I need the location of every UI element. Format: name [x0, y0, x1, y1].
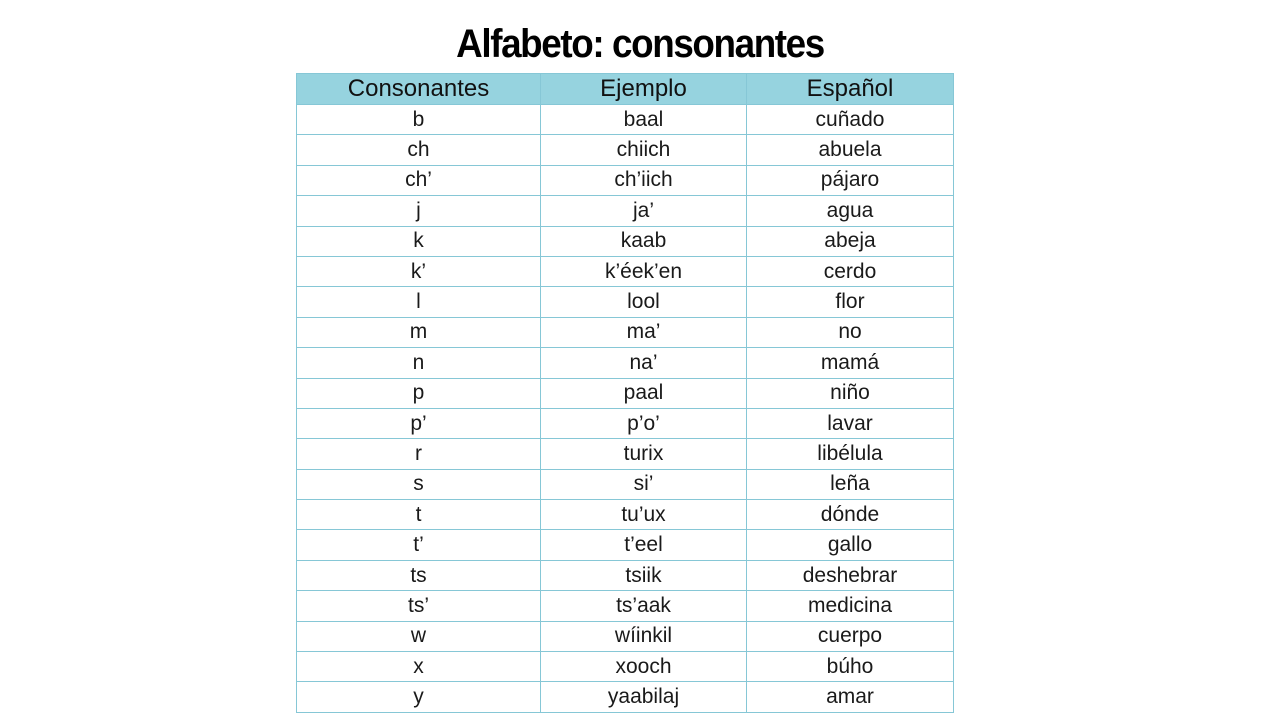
table-row: [297, 408, 954, 438]
table-row: [297, 621, 954, 651]
table-row: [297, 105, 954, 135]
consonant-cell: p: [297, 378, 541, 408]
spanish-cell: abeja: [747, 226, 954, 256]
table-row: [297, 439, 954, 469]
spanish-cell: niño: [747, 378, 954, 408]
example-cell: turix: [541, 439, 747, 469]
spanish-cell: dónde: [747, 500, 954, 530]
example-cell: ts’aak: [541, 591, 747, 621]
spanish-cell: no: [747, 317, 954, 347]
consonant-cell: ch’: [297, 165, 541, 195]
table-row: [297, 530, 954, 560]
table-header-row: [297, 74, 954, 105]
spanish-cell: abuela: [747, 135, 954, 165]
spanish-cell: gallo: [747, 530, 954, 560]
table-row: [297, 287, 954, 317]
spanish-cell: libélula: [747, 439, 954, 469]
table-row: [297, 652, 954, 682]
table-row: [297, 317, 954, 347]
spanish-cell: deshebrar: [747, 560, 954, 590]
spanish-cell: medicina: [747, 591, 954, 621]
consonant-cell: p’: [297, 408, 541, 438]
consonant-cell: ts’: [297, 591, 541, 621]
example-cell: yaabilaj: [541, 682, 747, 712]
example-cell: baal: [541, 105, 747, 135]
header-espanol: Español: [747, 74, 954, 105]
spanish-cell: amar: [747, 682, 954, 712]
consonant-cell: b: [297, 105, 541, 135]
table-row: [297, 196, 954, 226]
example-cell: wíinkil: [541, 621, 747, 651]
consonant-cell: ch: [297, 135, 541, 165]
table-row: [297, 348, 954, 378]
header-ejemplo: Ejemplo: [541, 74, 747, 105]
consonant-cell: m: [297, 317, 541, 347]
example-cell: tu’ux: [541, 500, 747, 530]
spanish-cell: agua: [747, 196, 954, 226]
consonant-cell: k: [297, 226, 541, 256]
consonant-cell: y: [297, 682, 541, 712]
spanish-cell: búho: [747, 652, 954, 682]
example-cell: na’: [541, 348, 747, 378]
example-cell: kaab: [541, 226, 747, 256]
table-row: [297, 500, 954, 530]
consonant-cell: k’: [297, 256, 541, 286]
table-row: [297, 226, 954, 256]
slide-title: Alfabeto: consonantes: [456, 22, 824, 66]
example-cell: ch’iich: [541, 165, 747, 195]
consonant-cell: t: [297, 500, 541, 530]
consonant-cell: l: [297, 287, 541, 317]
example-cell: paal: [541, 378, 747, 408]
example-cell: si’: [541, 469, 747, 499]
consonant-cell: s: [297, 469, 541, 499]
spanish-cell: pájaro: [747, 165, 954, 195]
example-cell: chiich: [541, 135, 747, 165]
consonant-cell: ts: [297, 560, 541, 590]
example-cell: k’éek’en: [541, 256, 747, 286]
table-row: [297, 560, 954, 590]
table-row: [297, 682, 954, 712]
consonant-cell: w: [297, 621, 541, 651]
example-cell: tsiik: [541, 560, 747, 590]
spanish-cell: leña: [747, 469, 954, 499]
consonant-cell: x: [297, 652, 541, 682]
consonant-cell: n: [297, 348, 541, 378]
consonant-cell: r: [297, 439, 541, 469]
example-cell: ja’: [541, 196, 747, 226]
example-cell: ma’: [541, 317, 747, 347]
spanish-cell: lavar: [747, 408, 954, 438]
spanish-cell: mamá: [747, 348, 954, 378]
table-row: [297, 135, 954, 165]
consonants-table: [296, 73, 954, 713]
table-row: [297, 469, 954, 499]
spanish-cell: flor: [747, 287, 954, 317]
example-cell: xooch: [541, 652, 747, 682]
header-consonantes: Consonantes: [297, 74, 541, 105]
spanish-cell: cuerpo: [747, 621, 954, 651]
consonant-cell: t’: [297, 530, 541, 560]
table-row: [297, 591, 954, 621]
spanish-cell: cerdo: [747, 256, 954, 286]
table-row: [297, 165, 954, 195]
example-cell: lool: [541, 287, 747, 317]
consonant-cell: j: [297, 196, 541, 226]
table-row: [297, 378, 954, 408]
example-cell: t’eel: [541, 530, 747, 560]
spanish-cell: cuñado: [747, 105, 954, 135]
example-cell: p’o’: [541, 408, 747, 438]
table-row: [297, 256, 954, 286]
